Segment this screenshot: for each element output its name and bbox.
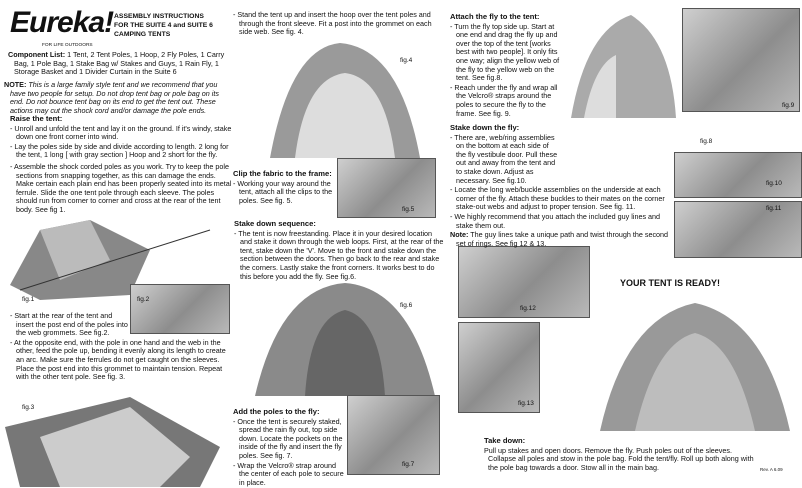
list-item: - Reach under the fly and wrap all the Velcro® straps around the poles to secure the fly to the frame. See fig. 9. [450, 84, 562, 118]
note-text: The guy lines take a unique path and twist through the second set of rings. See fig 12 & 13. [456, 230, 669, 248]
list-item: - Assemble the shock corded poles as you work. Try to keep the pole sections from snapping together, as this can damage the ends. Make certain each plain end has been properly seated into its metal ferrule. Slide the one tent pole through each sleeve. The poles should run from corner to corner and cross at the rear of the tent body. See fig 1. [10, 163, 232, 215]
fig5-label: fig.5 [402, 206, 415, 213]
document-title [114, 12, 213, 39]
fig7-image [347, 395, 440, 475]
stake-fly-section [450, 124, 672, 248]
fig9-label: fig.9 [782, 102, 795, 109]
list-item: - Working your way around the tent, attach all the clips to the poles. See fig. 5. [233, 180, 333, 206]
fig9-image [682, 8, 800, 112]
eureka-logo [10, 8, 113, 38]
revision-label: Rev. A 6.09 [760, 467, 783, 472]
stake-section [234, 220, 444, 282]
fly-poles-section [233, 408, 344, 488]
fig11-image [674, 201, 802, 258]
fig6-image [250, 278, 440, 400]
list-item: - Turn the fly top side up. Start at one end and drag the fly up and over the top of the tent [works best with two people]. It only fits one way; align the yellow web of the fly to the yellow web on the tent. See fig.8. [450, 23, 562, 83]
component-text: 1 Tent, 2 Tent Poles, 1 Hoop, 2 Fly Poles, 1 Carry Bag, 1 Pole Bag, 1 Stake Bag w/ Stakes and Guys, 1 Rain Fly, 1 Storage Basket and 1 Divider Curtain in the Suite 6 [14, 50, 225, 77]
fig10-label: fig.10 [766, 180, 782, 187]
list-item: - At the opposite end, with the pole in one hand and the web in the other, feed the pole up, bending it evenly along its length to create an arc. Make sure the ferrules do not get caught on the sleeves. Place the post end into this grommet to maintain tension. Repeat with the other tent pole. See fig. 3. [10, 339, 230, 382]
fig11-label: fig.11 [766, 205, 782, 212]
list-item: - Wrap the Velcro® strap around the center of each pole to secure in place. [233, 462, 344, 488]
note-text: This is a large family style tent and we recommend that you have two people for setup. Do not drop tent bag or pole bag on its end. Do not bounce tent bag on its end to get the tent out. These actions may cut the shock cord and/or damage the pole ends. [10, 80, 219, 115]
hoop-section [233, 11, 443, 38]
list-item: - Start at the rear of the tent and insert the post end of the poles into the web grommets. See fig.2. [10, 312, 128, 338]
fig5-image [337, 158, 436, 218]
list-item: - Stand the tent up and insert the hoop over the tent poles and through the front sleeve. Fit a post into the grommet on each side web. See fig. 4. [233, 11, 443, 37]
take-down-text: Pull up stakes and open doors. Remove the fly. Push poles out of the sleeves. Collapse all poles and stow in the pole bag. Fold the tent/fly. Roll up both along with the pole bag towards a door. Stow all in the main bag. [484, 445, 754, 472]
fig10-image [674, 152, 802, 198]
list-item: - Locate the long web/buckle assemblies on the underside at each corner of the fly. Attach these buckles to their mates on the corner stake-out webs and adjust to proper tension. See fig. 11. [450, 186, 672, 212]
list-item: - Unroll and unfold the tent and lay it on the ground. If it's windy, stake down one front corner into wind. [10, 125, 232, 142]
tent-ready-heading: YOUR TENT IS READY! [620, 278, 721, 288]
fig6-label: fig.6 [400, 302, 413, 309]
fig4-label: fig.4 [400, 57, 413, 64]
list-item: - There are, web/ring assemblies on the bottom at each side of the fly vestibule door. Pull these out and away from the tent and to stake down. Adjust as necessary. See fig.10. [450, 134, 560, 186]
logo-text: Eureka! [10, 6, 114, 39]
title-line: ASSEMBLY INSTRUCTIONS [114, 13, 204, 20]
list-item: - Once the tent is securely staked, spread the rain fly out, top side down. Locate the pockets on the inside of the fly and insert the fly poles. See fig. 7. [233, 418, 344, 461]
fig2-label: fig.2 [137, 296, 150, 303]
fig13-label: fig.13 [518, 400, 534, 407]
component-label: Component List: [8, 50, 66, 59]
guy-line-note [450, 231, 672, 248]
list-item: - Lay the poles side by side and divide according to length. 2 long for the tent, 1 long [ with gray section ] Hoop and 2 short for the fly. [10, 143, 232, 160]
section-heading: Raise the tent: [10, 114, 63, 123]
take-down-section [484, 437, 754, 472]
fig3-image [0, 392, 230, 487]
fig8-image [566, 10, 680, 122]
note [4, 81, 230, 115]
section-heading: Stake down sequence: [234, 219, 316, 228]
title-line: CAMPING TENTS [114, 31, 171, 38]
section-heading: Clip the fabric to the frame: [233, 169, 332, 178]
insert-poles-section [10, 312, 230, 383]
section-heading: Take down: [484, 436, 526, 445]
fig1-label: fig.1 [22, 296, 35, 303]
section-heading: Add the poles to the fly: [233, 407, 320, 416]
tagline: FOR LIFE OUTDOORS [42, 43, 93, 48]
clip-section [233, 170, 333, 206]
list-item: - We highly recommend that you attach the included guy lines and stake them out. [450, 213, 672, 230]
section-heading: Attach the fly to the tent: [450, 12, 540, 21]
raise-section [10, 115, 232, 216]
finished-tent-image [595, 293, 795, 435]
note-label: NOTE: [4, 80, 27, 89]
fig12-label: fig.12 [520, 305, 536, 312]
fig8-label: fig.8 [700, 138, 713, 145]
fig7-label: fig.7 [402, 461, 415, 468]
note-label: Note: [450, 230, 469, 240]
attach-fly-section [450, 13, 562, 119]
list-item: - The tent is now freestanding. Place it in your desired location and stake it down through the web loops. First, at the rear of the tent, stake down the 'V'. Move to the front and stake down the section between the doors. Then go back to the rear and stake the corners. Lastly stake the front corners. It works best to do this before you add the fly. See fig.6. [234, 230, 444, 282]
component-list [8, 51, 230, 77]
section-heading: Stake down the fly: [450, 123, 520, 132]
fig3-label: fig.3 [22, 404, 35, 411]
title-line: FOR THE SUITE 4 and SUITE 6 [114, 22, 213, 29]
